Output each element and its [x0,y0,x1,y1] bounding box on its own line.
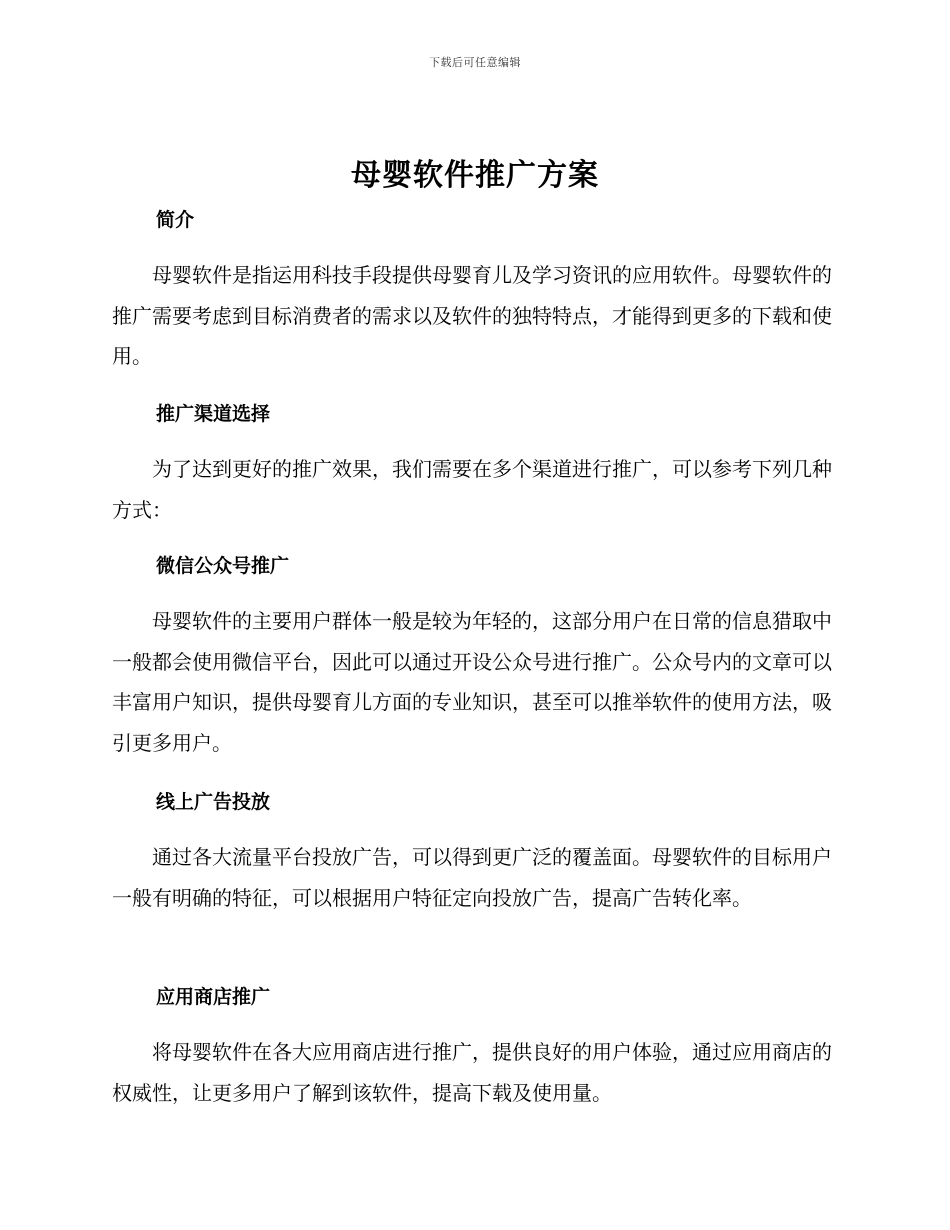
page-header-note: 下载后可任意编辑 [429,56,521,69]
section-heading-app-store: 应用商店推广 [156,986,271,1008]
section-paragraph-wechat: 母婴软件的主要用户群体一般是较为年轻的，这部分用户在日常的信息猎取中一般都会使用微信平台，因此可以通过开设公众号进行推广。公众号内的文章可以丰富用户知识，提供母婴育儿方面的专业知识，甚至可以推举软件的使用方法，吸引更多用户。 [112,609,832,755]
section-heading-wechat: 微信公众号推广 [156,555,290,577]
document-title: 母婴软件推广方案 [351,158,599,193]
section-paragraph-online-ads: 通过各大流量平台投放广告，可以得到更广泛的覆盖面。母婴软件的目标用户一般有明确的特征，可以根据用户特征定向投放广告，提高广告转化率。 [112,845,832,910]
section-heading-online-ads: 线上广告投放 [156,791,271,813]
section-paragraph-channels: 为了达到更好的推广效果，我们需要在多个渠道进行推广，可以参考下列几种方式： [112,457,832,522]
section-heading-channels: 推广渠道选择 [156,403,271,425]
section-paragraph-app-store: 将母婴软件在各大应用商店进行推广，提供良好的用户体验，通过应用商店的权威性，让更多用户了解到该软件，提高下载及使用量。 [112,1040,832,1105]
section-paragraph-intro: 母婴软件是指运用科技手段提供母婴育儿及学习资讯的应用软件。母婴软件的推广需要考虑到目标消费者的需求以及软件的独特特点，才能得到更多的下载和使用。 [112,263,832,368]
section-heading-intro: 简介 [156,209,195,231]
